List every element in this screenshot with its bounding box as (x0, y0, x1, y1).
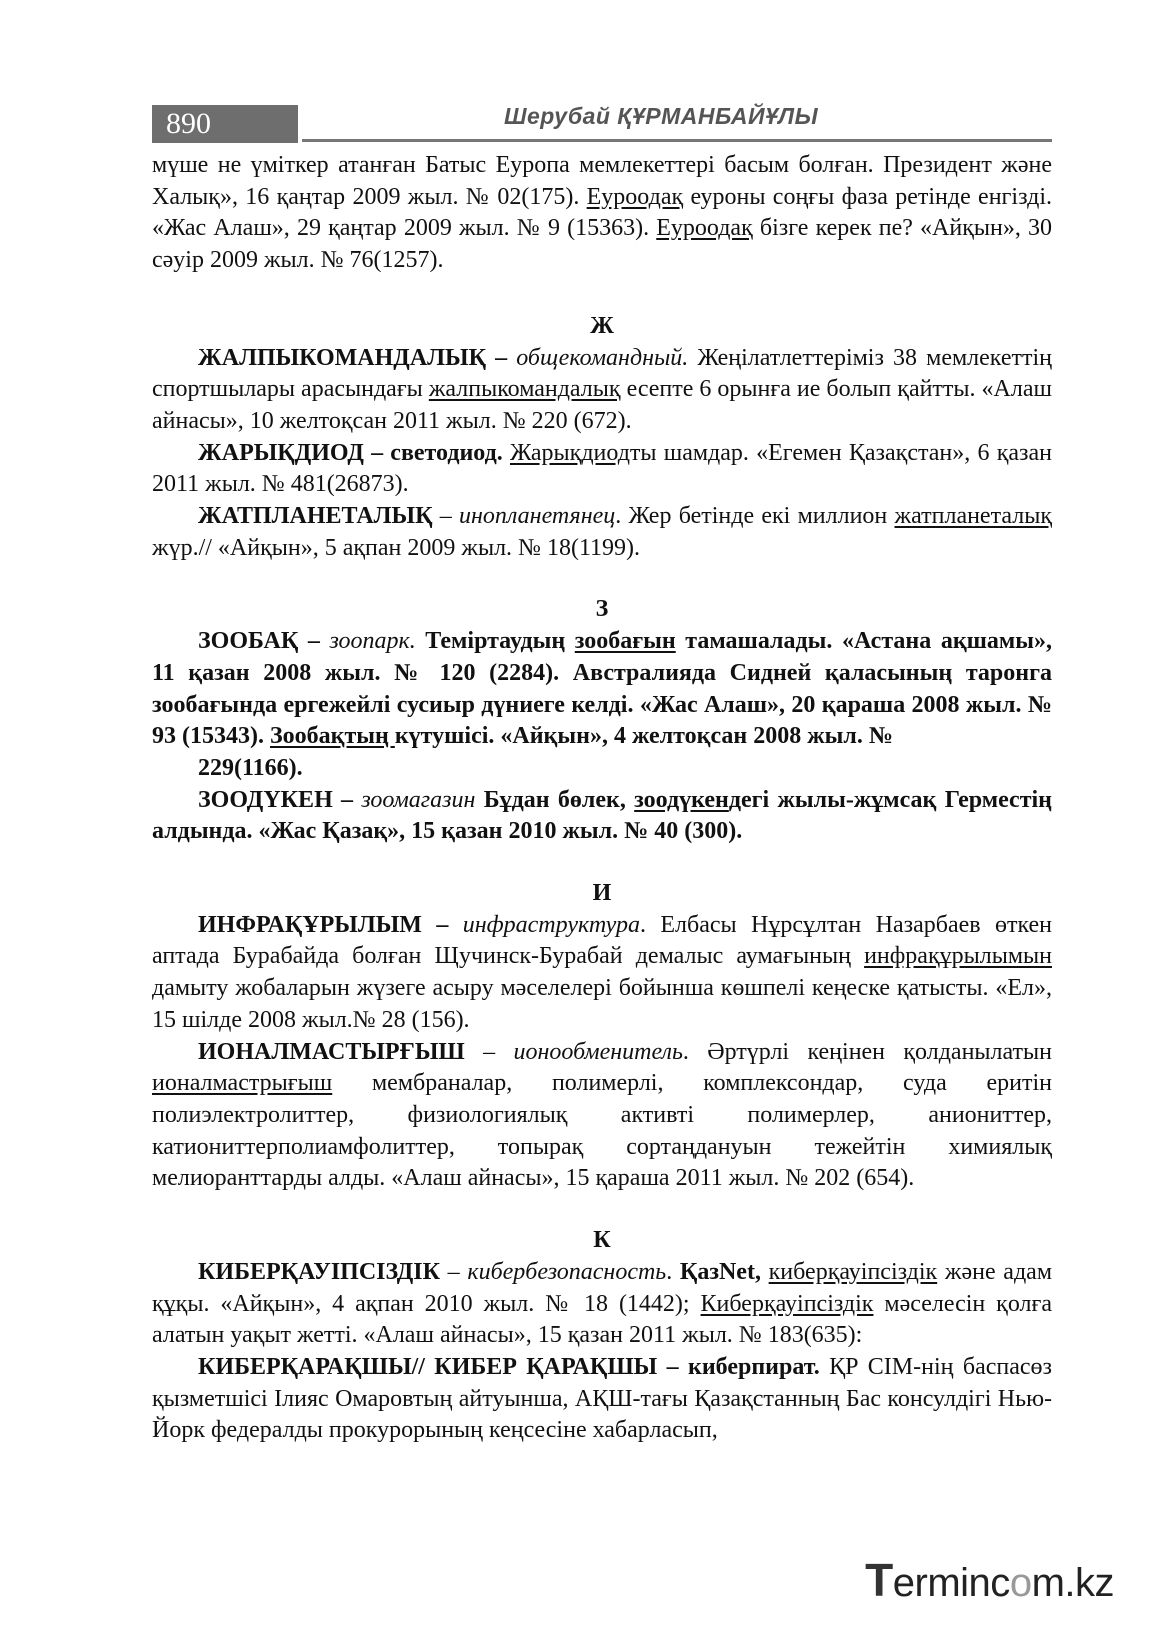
russian-equivalent: общекомандный. (516, 344, 689, 371)
text: мүше не үміткер атанған Батыс Еуропа мемлекеттері басым болған. Президент және Халық», 16 қаңтар 2009 жыл. № 02(175). (152, 152, 1052, 210)
watermark-domain: m.kz (1031, 1561, 1114, 1605)
watermark-o: o (1009, 1561, 1032, 1605)
text: . Жер бетінде екі миллион (615, 503, 895, 530)
text: 229(1166). (198, 754, 303, 781)
entry-kiberkauipsizdik (152, 1257, 1052, 1352)
page-content (152, 150, 1052, 1447)
text: Бұдан бөлек, (475, 786, 635, 813)
page-number: 890 (152, 105, 298, 143)
entry-zoobak-continued (152, 753, 1052, 785)
text: . Елбасы Нұрсұлтан Назарбаев өткен аптада Бурабайда болған Щучинск-Бурабай демалыс аумағының (152, 911, 1053, 970)
dash: – (486, 344, 517, 371)
russian-equivalent: кибербезопасность (467, 1258, 667, 1285)
underlined-term: Еуроодақ (586, 183, 684, 210)
entry-term: КИБЕРҚАУІПСІЗДІК (198, 1258, 440, 1285)
underlined-term: жатпланеталық (894, 503, 1052, 530)
underlined-term: зоодүкен (634, 786, 729, 813)
text (503, 440, 510, 466)
dash: – (464, 1038, 514, 1065)
entry-term: ЗООДҮКЕН – (198, 786, 354, 813)
text: мәселесін қолға алатын уақыт жетті. «Алаш айнасы», 15 қазан 2011 жыл. № 183(635): (152, 1290, 1052, 1349)
text: дегі жылы-жұмсақ Герместің алдында. «Жас Қазақ», 15 қазан 2010 жыл. № 40 (300). (152, 786, 1052, 845)
section-letter-zh: Ж (590, 312, 614, 339)
entry-ionalmastyrgysh (152, 1037, 1052, 1196)
text: ҚР СІМ-нің баспасөз қызметшісі Ілияс Омаровтың айтуынша, АҚШ-тағы Қазақстанның Бас консулдігі Нью-Йорк федералды прокурорының кеңсесіне хабарласып, (152, 1353, 1053, 1444)
page-header (152, 103, 1052, 145)
text: есепте 6 орынға ие болып қайтты. «Алаш айнасы», 10 желтоқсан 2011 жыл. № 220 (672). (152, 376, 1052, 434)
dash: – (439, 1258, 468, 1285)
text: . Әртүрлі кеңінен қолданылатын (682, 1038, 1053, 1065)
text: дамыту жобаларын жүзеге асыру мәселелері бойынша көшпелі кеңеске қатысты. «Ел», 15 шілде 2008 жыл.№ 28 (156). (152, 975, 1052, 1033)
text: Жеңілатлеттеріміз 38 мемлекеттің спортшылары арасындағы (152, 344, 1053, 403)
text: күтушісі. «Айқын», 4 желтоқсан 2008 жыл. № (394, 723, 893, 750)
section-letter-i: И (592, 880, 612, 907)
entry-term: ЖАРЫҚДИОД – светодиод. (198, 439, 503, 466)
underlined-term: киберқауіпсіздік (768, 1258, 938, 1285)
underlined-term: Киберқауіпсіздік (700, 1290, 874, 1317)
russian-equivalent: инфраструктура (448, 911, 640, 938)
entry-term: КИБЕРҚАРАҚШЫ// КИБЕР ҚАРАҚШЫ – киберпират. (198, 1353, 820, 1380)
text: . (666, 1258, 680, 1285)
dash: – (432, 503, 460, 530)
entry-term: ИНФРАҚҰРЫЛЫМ – (198, 911, 449, 938)
entry-zoobak (152, 626, 1052, 753)
underlined-term: инфрақұрылымын (864, 943, 1052, 970)
entry-term: ЗООБАҚ – (198, 628, 320, 655)
underlined-term: зообағын (574, 628, 676, 655)
text: мембраналар, полимерлі, комплексондар, суда еритін полиэлектролиттер, физиологиялық активті полимерлер, аниониттер, катиониттерполиамфолиттер, топырақ сортаңдануын тежейтін химиялық мелиоранттарды алды. «Алаш айнасы», 15 қараша 2011 жыл. № 202 (654). (152, 1070, 1052, 1192)
entry-zoodukken (152, 785, 1052, 848)
entry-zhatplanetalyk (152, 501, 1052, 564)
header-rule (302, 139, 1052, 142)
underlined-term: Зообақтың (269, 723, 395, 750)
russian-equivalent: ионообменитель (513, 1038, 683, 1065)
text (761, 1259, 769, 1285)
text: бізге керек пе? «Айқын», 30 сәуір 2009 жыл. № 76(1257). (152, 215, 1052, 274)
running-head-author: Шерубай ҚҰРМАНБАЙҰЛЫ (504, 103, 819, 129)
text: ты шамдар. «Егемен Қазақстан», 6 қазан 2011 жыл. № 481(26873). (152, 439, 1052, 498)
text: және адам құқы. «Айқын», 4 ақпан 2010 жыл. № 18 (1442); (152, 1258, 1053, 1317)
underlined-term: ионалмастрығыш (152, 1070, 333, 1097)
intro-paragraph (152, 150, 1052, 277)
text: еуроны соңғы фаза ретінде енгізді. «Жас Алаш», 29 қаңтар 2009 жыл. № 9 (15363). (152, 183, 1052, 242)
underlined-term: жалпыкомандалық (428, 376, 621, 403)
bold-text: ҚазNet, (679, 1258, 761, 1285)
section-letter-z: З (595, 596, 609, 623)
russian-equivalent: зоомагазин (353, 786, 476, 813)
watermark-letter: T (865, 1554, 893, 1606)
entry-zhalpykomandalyk (152, 343, 1052, 438)
entry-term: ЖАЛПЫКОМАНДАЛЫҚ (198, 344, 486, 371)
entry-term: ЖАТПЛАНЕТАЛЫҚ (198, 503, 433, 530)
russian-equivalent: зоопарк. (319, 628, 416, 655)
entry-kiberkarakshy (152, 1352, 1052, 1447)
entry-term: ИОНАЛМАСТЫРҒЫШ (198, 1038, 465, 1065)
entry-infrakurylym (152, 910, 1052, 1037)
watermark-text: erminco (892, 1561, 1032, 1605)
entry-zharykdiod (152, 438, 1052, 501)
russian-equivalent: инопланетянец (459, 503, 616, 530)
underlined-term: Еуроодақ (656, 215, 753, 242)
text: Теміртаудың (415, 628, 575, 655)
section-letter-k: К (593, 1227, 611, 1254)
text: жүр.// «Айқын», 5 ақпан 2009 жыл. № 18(1199). (152, 534, 641, 561)
termincom-watermark (865, 1553, 1114, 1607)
text: тамашалады. «Астана ақшамы», 11 қазан 2008 жыл. № 120 (2284). Австралияда Сидней қаласының таронга зообағында ергежейлі сусиыр дүниеге келді. «Жас Алаш», 20 қараша 2008 жыл. № 93 (15343). (152, 628, 1053, 750)
underlined-term: Жарықдиод (509, 439, 630, 466)
